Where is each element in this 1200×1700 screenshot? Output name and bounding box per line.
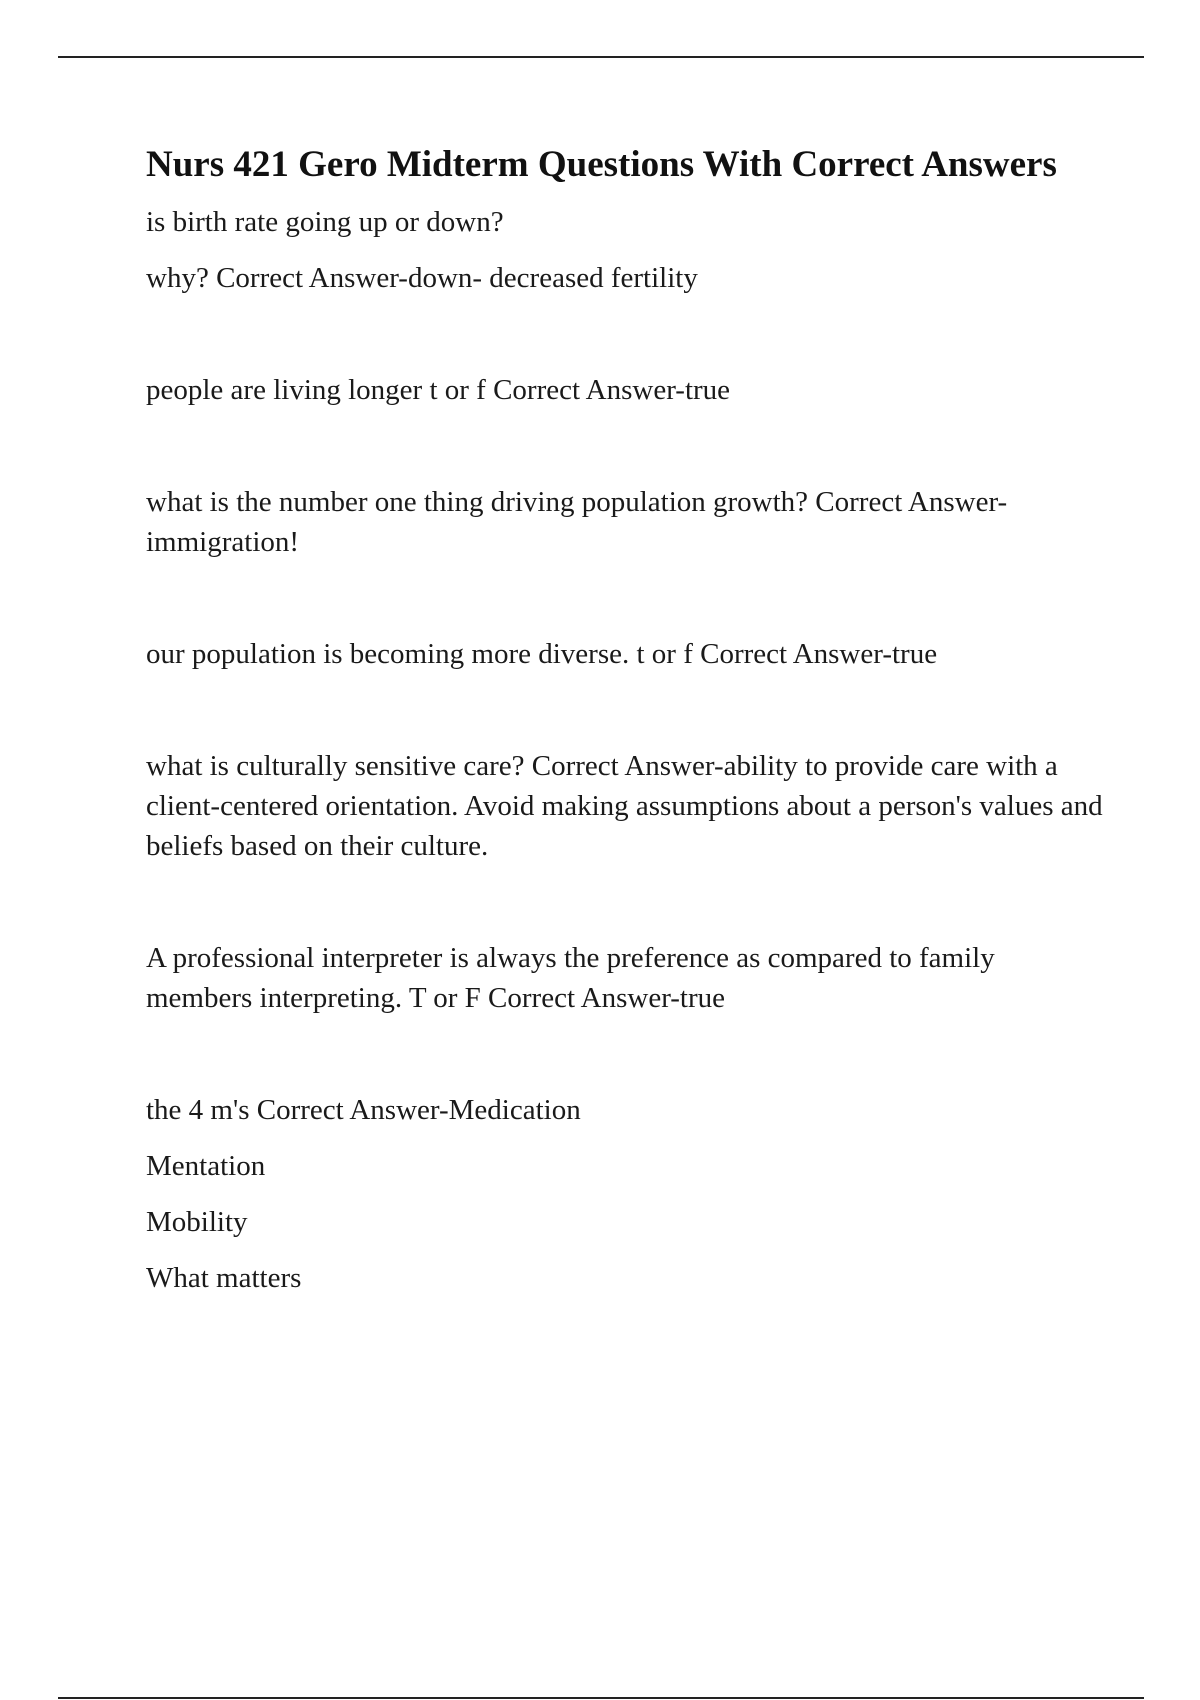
spacer xyxy=(146,674,1106,746)
qa-item xyxy=(146,1090,1106,1298)
document-body xyxy=(146,140,1106,1298)
qa-item: what is the number one thing driving population growth? Correct Answer-immigration! xyxy=(146,486,1008,558)
spacer xyxy=(146,410,1106,482)
answer-line: why? Correct Answer-down- decreased fertility xyxy=(146,262,698,294)
answer-line: the 4 m's Correct Answer-Medication xyxy=(146,1094,581,1126)
list-line: Mobility xyxy=(146,1206,248,1238)
qa-item: A professional interpreter is always the preference as compared to family members interpreting. T or F Correct Answer-true xyxy=(146,942,995,1014)
document-title: Nurs 421 Gero Midterm Questions With Correct Answers xyxy=(146,144,1057,185)
spacer xyxy=(146,562,1106,634)
bottom-rule xyxy=(58,1697,1144,1699)
spacer xyxy=(146,1018,1106,1090)
qa-item: people are living longer t or f Correct Answer-true xyxy=(146,374,731,406)
qa-item: what is culturally sensitive care? Correct Answer-ability to provide care with a client-centered orientation. Avoid making assumptions about a person's values and beliefs based on their culture. xyxy=(146,750,1103,862)
spacer xyxy=(146,298,1106,370)
question-line: is birth rate going up or down? xyxy=(146,206,504,238)
qa-item: our population is becoming more diverse. t or f Correct Answer-true xyxy=(146,638,938,670)
list-line: Mentation xyxy=(146,1150,266,1182)
spacer xyxy=(146,866,1106,938)
qa-item xyxy=(146,202,1106,298)
top-rule xyxy=(58,56,1144,58)
list-line: What matters xyxy=(146,1262,302,1294)
